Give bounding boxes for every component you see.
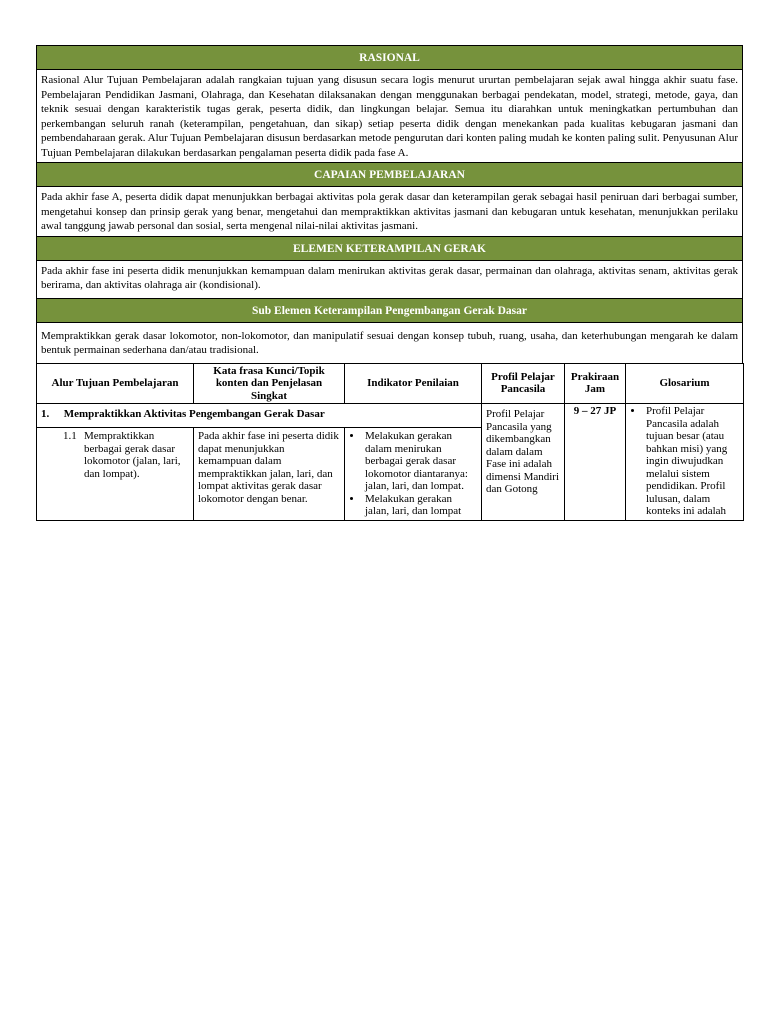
header-profil: Profil Pelajar Pancasila [482, 363, 565, 404]
header-alur: Alur Tujuan Pembelajaran [37, 363, 194, 404]
table-header-row [37, 363, 744, 404]
glosarium-list [630, 405, 739, 518]
list-item: • Profil Pelajar Pancasila adalah tujuan besar (atau bahkan misi) yang ingin diwujudkan melalui sistem pendidikan. Profil lulusan, dalam konteks ini adalah [644, 405, 739, 518]
header-jam: Prakiraan Jam [565, 363, 626, 404]
indikator-list [349, 430, 477, 518]
profil-cell: Profil Pelajar Pancasila yang dikembangkan dalam dalam Fase ini adalah dimensi Mandiri dan Gotong [482, 404, 565, 521]
elemen-body: Pada akhir fase ini peserta didik menunjukkan kemampuan dalam menirukan aktivitas gerak dasar, permainan dan olahraga, aktivitas senam, aktivitas gerak berirama, dan aktivitas olahraga air (kondisional). [36, 261, 743, 299]
rasional-body: Rasional Alur Tujuan Pembelajaran adalah rangkaian tujuan yang disusun secara logis menurut ururtan pembelajaran sejak awal hingga akhir suatu fase. Pembelajaran Pendidikan Jasmani, Olahraga, dan Kesehatan dilaksanakan dengan menggunakan berbagai pendekatan, model, strategi, metode, gaya, dan teknik sesuai dengan karakteristik tugas gerak, peserta didik, dan lingkungan belajar. Semua itu diarahkan untuk meningkatkan pertumbuhan dan perkembangan seluruh ranah (keterampilan, pengetahuan, dan sikap) setiap peserta didik dengan menekankan pada kualitas kebugaran jasmani dan pembendaharaan gerak. Alur Tujuan Pembelajaran disusun berdasarkan metode pengurutan dari konten paling mudah ke konten paling sulit. Penyusunan Alur Tujuan Pembelajaran dilakukan berdasarkan pengalaman peserta didik pada fase A. [36, 70, 743, 163]
goal-number: 1. [41, 408, 50, 420]
capaian-body: Pada akhir fase A, peserta didik dapat menunjukkan berbagai aktivitas pola gerak dasar dan keterampilan gerak sebagai hasil peniruan dari berbagai sumber, mengetahui konsep dan prinsip gerak yang benar, mengetahui dan mempraktikkan aktivitas jasmani dan kebugaran untuk kesehatan, menunjukkan perilaku awal tanggung jawab personal dan sosial, serta mengenal nilai-nilai aktivitas jasmani. [36, 187, 743, 237]
sub-goal [63, 430, 189, 480]
header-glosarium: Glosarium [626, 363, 744, 404]
table-row [37, 404, 744, 428]
header-kata: Kata frasa Kunci/Topik konten dan Penjelasan Singkat [194, 363, 345, 404]
glosarium-cell [626, 404, 744, 521]
atp-table [36, 363, 744, 521]
sub-elemen-heading: Sub Elemen Keterampilan Pengembangan Gerak Dasar [36, 298, 743, 323]
kata-cell: Pada akhir fase ini peserta didik dapat menunjukkan kemampuan dalam mempraktikkan jalan, lari, dan lompat aktivitas gerak dasar lokomotor dengan benar. [194, 428, 345, 521]
sub-goal-number: 1.1 [63, 430, 77, 442]
sub-goal-cell [37, 428, 194, 521]
list-item: • Melakukan gerakan jalan, lari, dan lompat [363, 493, 477, 518]
capaian-heading: CAPAIAN PEMBELAJARAN [36, 162, 743, 187]
sub-elemen-body: Mempraktikkan gerak dasar lokomotor, non-lokomotor, dan manipulatif sesuai dengan konsep tubuh, ruang, usaha, dan keterhubungan mengarah ke dalam bentuk permainan sederhana dan/atau tradisional. [36, 323, 743, 364]
header-indikator: Indikator Penilaian [345, 363, 482, 404]
rasional-heading: RASIONAL [36, 45, 743, 70]
goal-title: Mempraktikkan Aktivitas Pengembangan Gerak Dasar [63, 408, 325, 420]
sub-goal-title: Mempraktikkan berbagai gerak dasar lokomotor (jalan, lari, dan lompat). [84, 430, 181, 480]
jam-cell: 9 – 27 JP [565, 404, 626, 521]
goal-cell [37, 404, 482, 428]
document-page [36, 45, 743, 521]
list-item: • Melakukan gerakan dalam menirukan berbagai gerak dasar lokomotor diantaranya: jalan, lari, dan lompat. [363, 430, 477, 493]
indikator-cell [345, 428, 482, 521]
elemen-heading: ELEMEN KETERAMPILAN GERAK [36, 236, 743, 261]
